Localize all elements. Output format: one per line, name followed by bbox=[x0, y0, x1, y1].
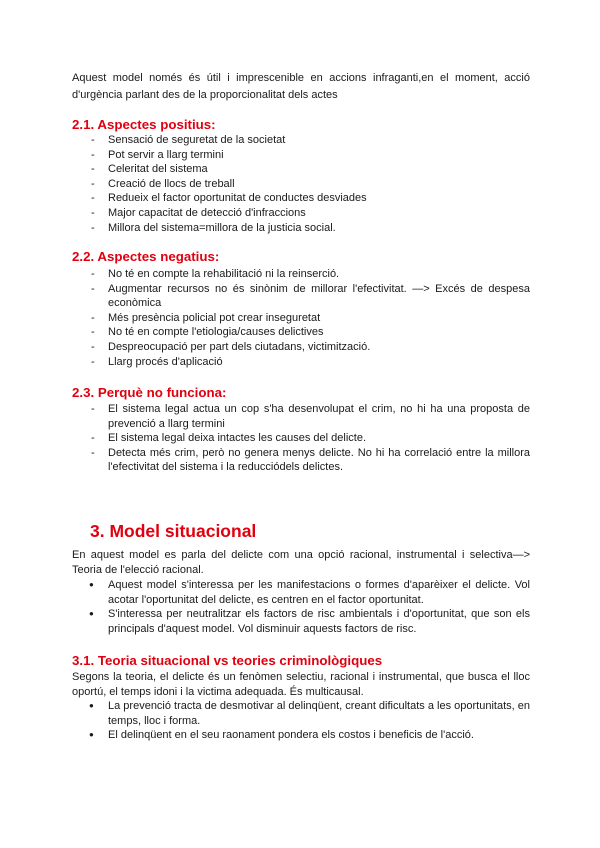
list-item: - No té en compte la rehabilitació ni la reinserció. bbox=[72, 267, 530, 282]
list-item: - Redueix el factor oportunitat de conductes desviades bbox=[72, 191, 530, 206]
section-2-2-heading: 2.2. Aspectes negatius: bbox=[72, 249, 220, 264]
section-3-1-paragraph: Segons la teoria, el delicte és un fenòmen selectiu, racional i instrumental, que busca el lloc oportú, el temps idoni i la victima adequada. És multicausal. bbox=[72, 671, 530, 698]
section-2-3-heading: 2.3. Perquè no funciona: bbox=[72, 385, 227, 400]
list-item: - Despreocupació per part dels ciutadans, victimització. bbox=[72, 340, 530, 355]
list-item: - Llarg procés d'aplicació bbox=[72, 355, 530, 370]
list-item: - Pot servir a llarg termini bbox=[72, 148, 530, 163]
list-item: ● Aquest model s'interessa per les manifestacions o formes d'aparèixer el delicte. Vol acotar l'oportunitat del delicte, es centren en el factor oportunitat. bbox=[72, 578, 530, 607]
list-item: ● El delinqüent en el seu raonament pondera els costos i beneficis de l'acció. bbox=[72, 728, 530, 743]
list-item: - Celeritat del sistema bbox=[72, 162, 530, 177]
section-3-paragraph: En aquest model es parla del delicte com una opció racional, instrumental i selectiva—> Teoria de l'elecció racional. bbox=[72, 549, 530, 576]
list-item: - Augmentar recursos no és sinònim de millorar l'efectivitat. —> Excés de despesa econòmica bbox=[72, 282, 530, 311]
why-not-works-list bbox=[72, 402, 530, 475]
section-3-1-bullets bbox=[72, 699, 530, 743]
list-item: - Detecta més crim, però no genera menys delicte. No hi ha correlació entre la millora l'efectivitat del sistema i la reducciódels delictes. bbox=[72, 446, 530, 475]
list-item: ● La prevenció tracta de desmotivar al delinqüent, creant dificultats a les oportunitats, en temps, lloc i forma. bbox=[72, 699, 530, 728]
list-item: - No té en compte l'etiologia/causes delictives bbox=[72, 325, 530, 340]
section-3-bullets bbox=[72, 578, 530, 636]
section-3-heading: 3. Model situacional bbox=[90, 521, 257, 541]
negative-aspects-list bbox=[72, 267, 530, 369]
intro-paragraph: Aquest model només és útil i imprescenible en accions infraganti,en el moment, acció d'urgència parlant des de la proporcionalitat dels actes bbox=[72, 72, 530, 101]
list-item: - Millora del sistema=millora de la justicia social. bbox=[72, 221, 530, 236]
list-item: ● S'interessa per neutralitzar els factors de risc ambientals i d'oportunitat, que son els principals d'aquest model. Vol disminuir aquests factors de risc. bbox=[72, 607, 530, 636]
list-item: - El sistema legal actua un cop s'ha desenvolupat el crim, no hi ha una proposta de prevenció a llarg termini bbox=[72, 402, 530, 431]
section-2-1-heading: 2.1. Aspectes positius: bbox=[72, 117, 216, 132]
list-item: - Més presència policial pot crear inseguretat bbox=[72, 311, 530, 326]
list-item: - Major capacitat de detecció d'infraccions bbox=[72, 206, 530, 221]
section-3-1-heading: 3.1. Teoria situacional vs teories criminològiques bbox=[72, 653, 383, 668]
list-item: - El sistema legal deixa intactes les causes del delicte. bbox=[72, 431, 530, 446]
list-item: - Creació de llocs de treball bbox=[72, 177, 530, 192]
list-item: - Sensació de seguretat de la societat bbox=[72, 133, 530, 148]
positive-aspects-list bbox=[72, 133, 530, 235]
